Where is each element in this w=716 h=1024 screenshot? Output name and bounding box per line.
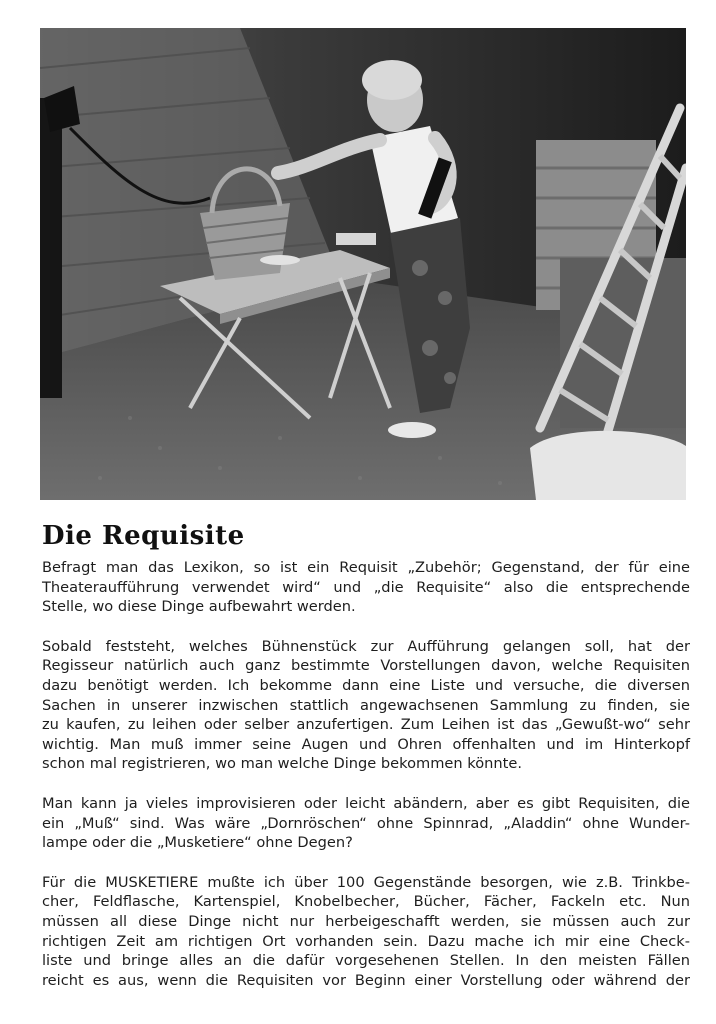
text-line: Sachen in unserer inzwischen stattlich angewachsenen Sammlung zu finden, sie	[42, 696, 690, 714]
text-line: zu kaufen, zu leihen oder selber anzufertigen. Zum Leihen ist das „Gewußt-wo“ sehr	[42, 716, 690, 734]
paragraph-1	[42, 558, 690, 617]
text-line: Stelle, wo diese Dinge aufbewahrt werden.	[42, 598, 356, 616]
text-line: liste und bringe alles an die dafür vorgesehenen Stellen. In den meisten Fällen	[42, 952, 690, 970]
text-line: Für die MUSKETIERE mußte ich über 100 Gegenstände besorgen, wie z.B. Trinkbe-	[42, 873, 690, 891]
article-body	[42, 558, 690, 1010]
article-photo	[40, 28, 686, 500]
text-line: schon mal registrieren, wo man welche Dinge bekommen könnte.	[42, 755, 522, 773]
text-line: lampe oder die „Musketiere“ ohne Degen?	[42, 834, 353, 852]
text-line: richtigen Zeit am richtigen Ort vorhanden sein. Dazu mache ich mir eine Check-	[42, 932, 690, 950]
article-title: Die Requisite	[42, 521, 245, 551]
text-line: müssen all diese Dinge nicht nur herbeigeschafft werden, sie müssen auch zur	[42, 912, 690, 930]
paragraph-3	[42, 794, 690, 853]
text-line: Sobald feststeht, welches Bühnenstück zur Aufführung gelangen soll, hat der	[42, 637, 690, 655]
text-line: dazu benötigt werden. Ich bekomme dann eine Liste und versuche, die diversen	[42, 676, 690, 694]
text-line: Regisseur natürlich auch ganz bestimmte Vorstellungen davon, welche Requisiten	[42, 657, 690, 675]
text-line: reicht es aus, wenn die Requisiten vor Beginn einer Vorstellung oder während der	[42, 971, 690, 989]
text-line: wichtig. Man muß immer seine Augen und Ohren offenhalten und im Hinterkopf	[42, 735, 690, 753]
text-line: ein „Muß“ sind. Was wäre „Dornröschen“ ohne Spinnrad, „Aladdin“ ohne Wunder-	[42, 814, 690, 832]
text-line: cher, Feldflasche, Kartenspiel, Knobelbecher, Bücher, Fächer, Fackeln etc. Nun	[42, 893, 690, 911]
text-line: Theateraufführung verwendet wird“ und „die Requisite“ also die entsprechende	[42, 578, 690, 596]
paragraph-2	[42, 637, 690, 774]
text-line: Man kann ja vieles improvisieren oder leicht abändern, aber es gibt Requisiten, die	[42, 794, 690, 812]
paragraph-4	[42, 873, 690, 991]
text-line: Befragt man das Lexikon, so ist ein Requisit „Zubehör; Gegenstand, der für eine	[42, 559, 690, 576]
